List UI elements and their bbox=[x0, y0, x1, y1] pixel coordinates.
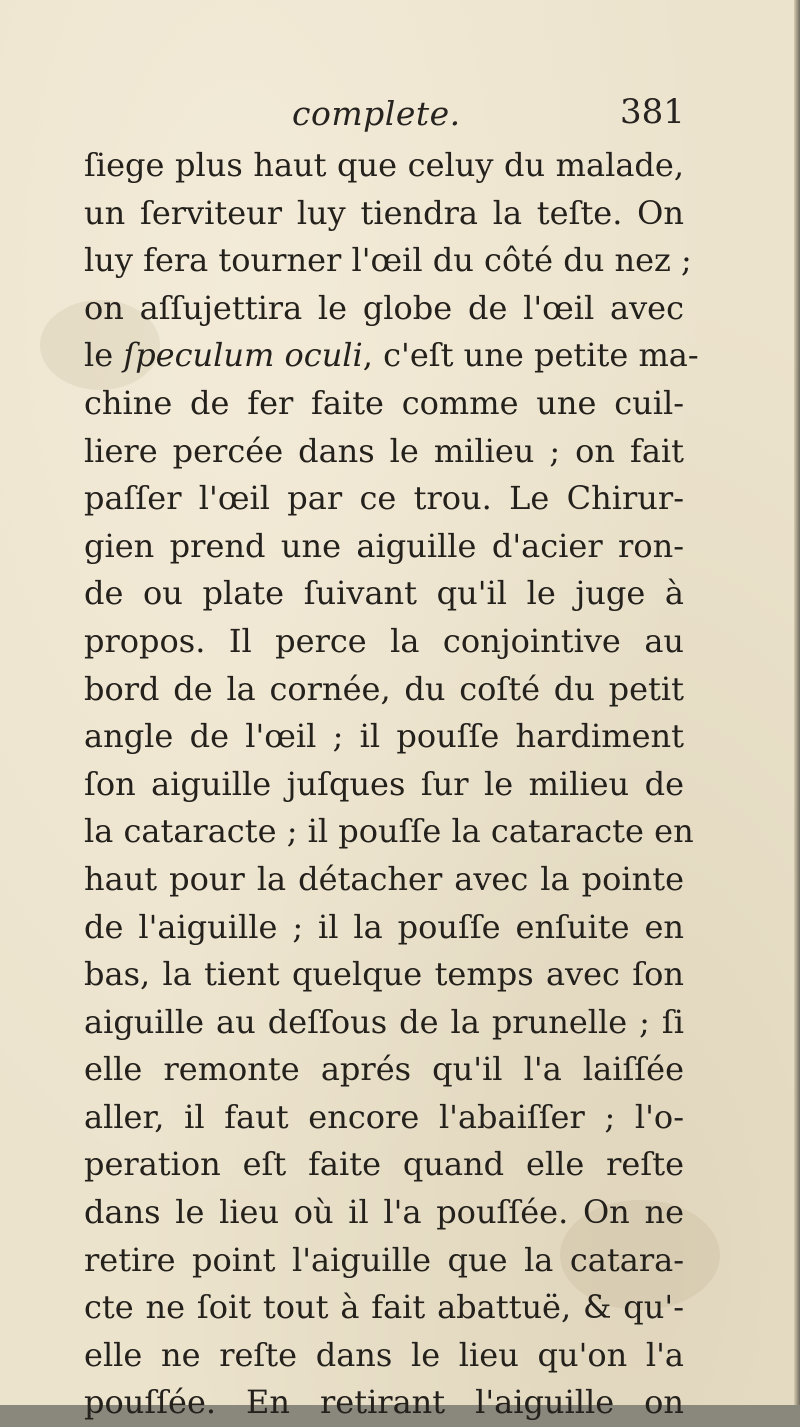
text-line: la cataracte ; il pouſſe la cataracte en bbox=[84, 812, 694, 851]
page-number: 381 bbox=[620, 92, 685, 132]
text-line: propos. Il perce la conjointive au bbox=[84, 621, 684, 660]
text-segment: , c'eſt une petite ma- bbox=[362, 336, 699, 375]
text-line: bord de la cornée, du coſté du petit bbox=[84, 669, 684, 708]
text-segment: le bbox=[84, 336, 124, 375]
page-header bbox=[0, 92, 796, 142]
text-line: paſſer l'œil par ce trou. Le Chirur- bbox=[84, 479, 684, 518]
text-line: dans le lieu où il l'a pouſſée. On ne bbox=[84, 1193, 684, 1232]
italic-term: ſpeculum oculi bbox=[123, 336, 363, 375]
text-line: aiguille au deſſous de la prunelle ; ſi bbox=[84, 1002, 684, 1041]
text-line: peration eſt faite quand elle reſte bbox=[84, 1145, 684, 1184]
body-text bbox=[84, 142, 699, 1427]
text-line: haut pour la détacher avec la pointe bbox=[84, 859, 684, 898]
running-head: complete. bbox=[292, 94, 461, 133]
text-line: un ſerviteur luy tiendra la teſte. On bbox=[84, 193, 684, 232]
text-line: angle de l'œil ; il pouſſe hardiment bbox=[84, 717, 684, 756]
text-line: on aſſujettira le globe de l'œil avec bbox=[84, 288, 684, 327]
text-line: aller, il faut encore l'abaiſſer ; l'o- bbox=[84, 1097, 684, 1136]
text-line: de l'aiguille ; il la pouſſe enſuite en bbox=[84, 907, 684, 946]
text-line: chine de fer faite comme une cuil- bbox=[84, 383, 684, 422]
text-line: luy fera tourner l'œil du côté du nez ; bbox=[84, 241, 692, 280]
text-line: liere percée dans le milieu ; on fait bbox=[84, 431, 684, 470]
text-line: retire point l'aiguille que la catara- bbox=[84, 1240, 684, 1279]
text-line: gien prend une aiguille d'acier ron- bbox=[84, 526, 684, 565]
text-line: ſiege plus haut que celuy du malade, bbox=[84, 146, 684, 184]
page-edge bbox=[794, 0, 800, 1405]
text-line: cte ne ſoit tout à fait abattuë, & qu'- bbox=[84, 1288, 684, 1327]
text-line: elle ne reſte dans le lieu qu'on l'a bbox=[84, 1335, 684, 1374]
text-line: pouſſée. En retirant l'aiguille on bbox=[84, 1383, 684, 1422]
text-line: de ou plate ſuivant qu'il le juge à bbox=[84, 574, 684, 613]
text-line: elle remonte aprés qu'il l'a laiſſée bbox=[84, 1050, 684, 1089]
text-line bbox=[84, 332, 699, 380]
text-line: bas, la tient quelque temps avec ſon bbox=[84, 955, 684, 994]
text-line: ſon aiguille juſques ſur le milieu de bbox=[84, 764, 684, 803]
